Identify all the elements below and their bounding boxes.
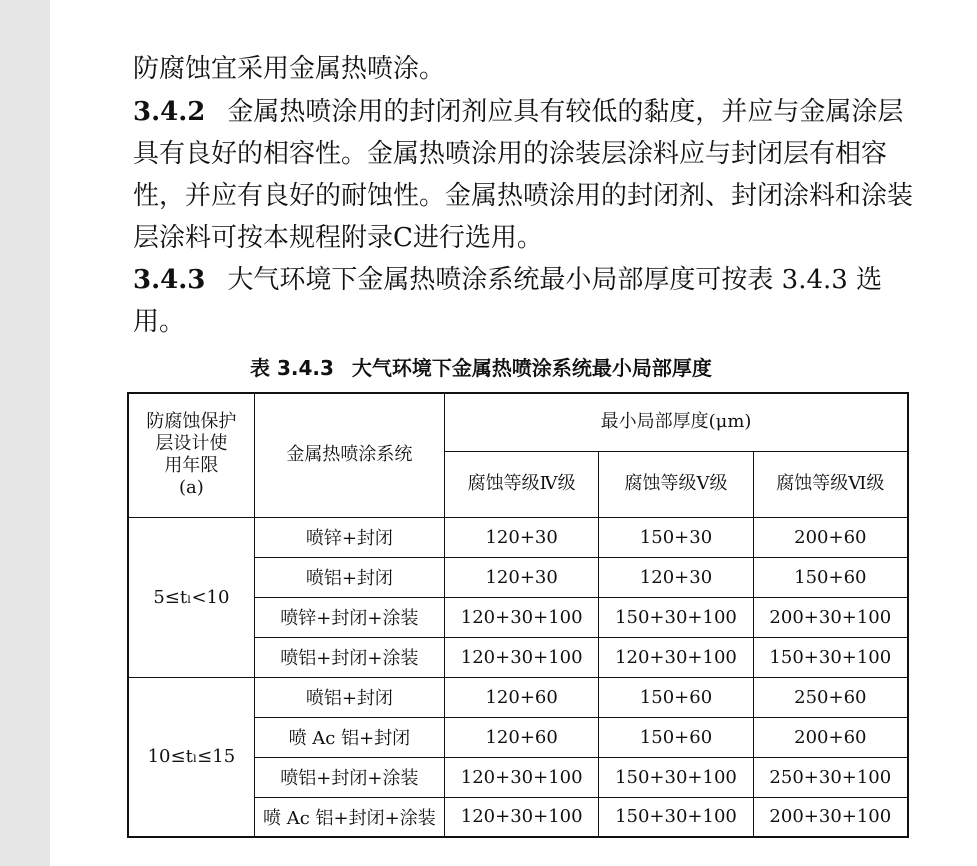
header-min-thickness: 最小局部厚度(μm)	[445, 393, 909, 451]
header-grade-6: 腐蚀等级Ⅵ级	[753, 451, 908, 517]
system-cell: 喷锌+封闭+涂装	[254, 597, 444, 637]
grade5-cell: 150+30+100	[599, 797, 753, 837]
table-number: 表 3.4.3	[250, 356, 334, 380]
header-design-life: 防腐蚀保护 层设计使 用年限 (a)	[128, 393, 254, 517]
grade6-cell: 150+30+100	[753, 637, 908, 677]
table-row	[128, 517, 908, 557]
grade4-cell: 120+30	[445, 517, 599, 557]
grade5-cell: 120+30	[599, 557, 753, 597]
table-row	[128, 677, 908, 717]
grade5-cell: 150+30+100	[599, 757, 753, 797]
grade5-cell: 150+30	[599, 517, 753, 557]
clause-number: 3.4.2	[133, 97, 206, 127]
system-cell: 喷铝+封闭+涂装	[254, 637, 444, 677]
thickness-table	[127, 392, 909, 838]
table-caption: 大气环境下金属热喷涂系统最小局部厚度	[351, 356, 712, 380]
grade4-cell: 120+30+100	[445, 597, 599, 637]
grade6-cell: 200+30+100	[753, 797, 908, 837]
clause-text: 金属热喷涂用的封闭剂应具有较低的黏度，并应与金属涂层具有良好的相容性。金属热喷涂用的涂装层涂料应与封闭层有相容性，并应有良好的耐蚀性。金属热喷涂用的封闭剂、封闭涂料和涂装层涂料可按本规程附录C进行选用。	[133, 97, 914, 253]
clause-3-4-3	[133, 259, 913, 343]
grade6-cell: 250+30+100	[753, 757, 908, 797]
grade5-cell: 120+30+100	[599, 637, 753, 677]
grade4-cell: 120+60	[445, 677, 599, 717]
system-cell: 喷 Ac 铝+封闭+涂装	[254, 797, 444, 837]
paragraph-intro	[133, 48, 913, 90]
clause-text: 大气环境下金属热喷涂系统最小局部厚度可按表 3.4.3 选用。	[133, 265, 883, 337]
grade5-cell: 150+60	[599, 677, 753, 717]
system-cell: 喷锌+封闭	[254, 517, 444, 557]
grade5-cell: 150+30+100	[599, 597, 753, 637]
grade4-cell: 120+60	[445, 717, 599, 757]
system-cell: 喷铝+封闭	[254, 557, 444, 597]
grade4-cell: 120+30+100	[445, 637, 599, 677]
system-cell: 喷铝+封闭+涂装	[254, 757, 444, 797]
grade6-cell: 200+30+100	[753, 597, 908, 637]
grade4-cell: 120+30+100	[445, 757, 599, 797]
design-life-cell: 5≤tₗ<10	[128, 517, 254, 677]
page-margin	[0, 0, 50, 866]
grade4-cell: 120+30+100	[445, 797, 599, 837]
system-cell: 喷铝+封闭	[254, 677, 444, 717]
header-grade-4: 腐蚀等级Ⅳ级	[445, 451, 599, 517]
table-title	[250, 352, 712, 381]
grade6-cell: 150+60	[753, 557, 908, 597]
grade6-cell: 250+60	[753, 677, 908, 717]
design-life-cell: 10≤tₗ≤15	[128, 677, 254, 837]
grade6-cell: 200+60	[753, 717, 908, 757]
system-cell: 喷 Ac 铝+封闭	[254, 717, 444, 757]
grade6-cell: 200+60	[753, 517, 908, 557]
header-spray-system: 金属热喷涂系统	[254, 393, 444, 517]
grade5-cell: 150+60	[599, 717, 753, 757]
grade4-cell: 120+30	[445, 557, 599, 597]
clause-3-4-2	[133, 91, 913, 259]
header-grade-5: 腐蚀等级Ⅴ级	[599, 451, 753, 517]
clause-number: 3.4.3	[133, 265, 206, 295]
paragraph-text: 防腐蚀宜采用金属热喷涂。	[133, 54, 446, 84]
